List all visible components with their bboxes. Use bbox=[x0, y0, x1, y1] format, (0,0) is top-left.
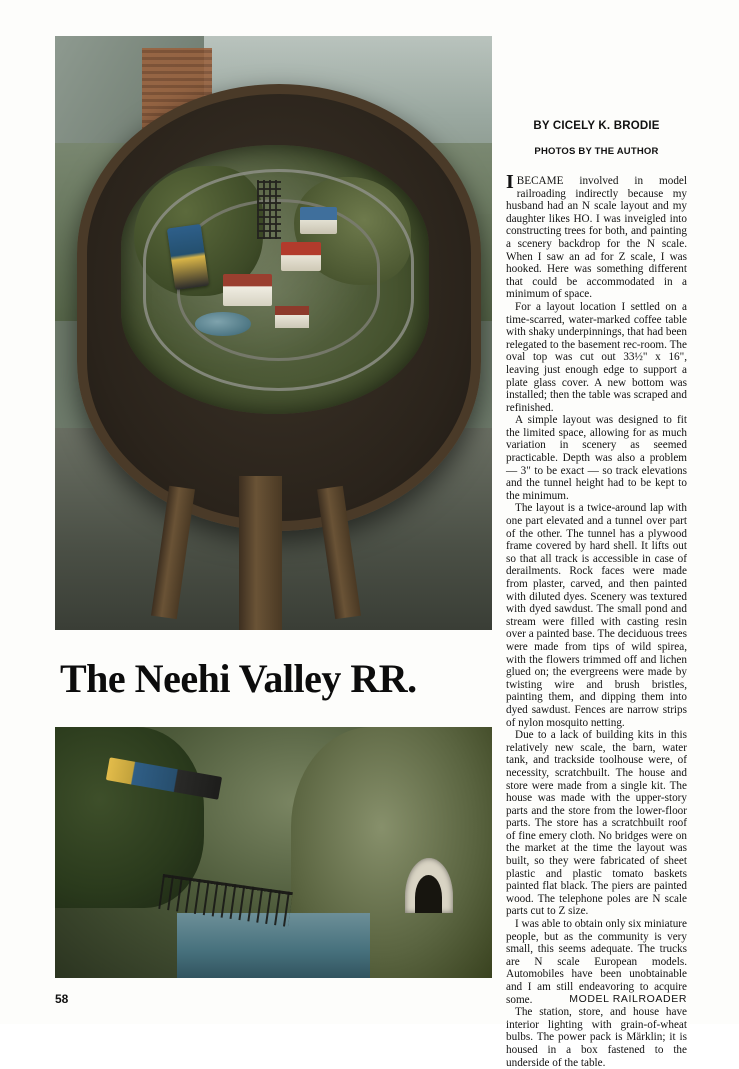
model-toolhouse bbox=[275, 306, 309, 328]
drop-cap: I bbox=[506, 171, 514, 193]
paragraph-7: The station, store, and house have interior lighting with grain-of-wheat bulbs. The power pack is Märklin; it is housed in a box fastened to the underside of the table. bbox=[506, 1006, 687, 1069]
article-headline: The Neehi Valley RR. bbox=[60, 656, 417, 701]
byline: BY CICELY K. BRODIE bbox=[533, 120, 660, 132]
article-body bbox=[506, 171, 687, 1069]
trestle-tower bbox=[257, 180, 282, 239]
model-building-blue bbox=[300, 207, 337, 234]
page-number: 58 bbox=[55, 992, 69, 1006]
paragraph-4: The layout is a twice-around lap with one part elevated and a tunnel over part of the other. The tunnel has a plywood frame covered by hard shell. It lifts out so that all track is accessible in case of derailments. Rock faces were made from plaster, carved, and then painted with diluted dyes. Scenery was textured with dyed sawdust. The small pond and stream were filled with casting resin over a painted base. The deciduous trees were made from tips of wild spirea, with the flowers trimmed off and lichen glued on; the evergreens were made by twisting wire and brush bristles, painting them, and dipping them into dyed sawdust. Fences are narrow strips of nylon mosquito netting. bbox=[506, 502, 687, 729]
paragraph-2: For a layout location I settled on a time-scarred, water-marked coffee table with shaky underpinnings, that had been relegated to the basement rec-room. The oval top was cut out 33½" x 16", leaving just enough edge to support a plate glass cover. A new bottom was installed; then the table was scraped and refinished. bbox=[506, 300, 687, 414]
paragraph-5: Due to a lack of building kits in this relatively new scale, the barn, water tank, and trackside toolhouse were, of necessity, scratchbuilt. The house and store were made from a single kit. The house was made with the upper-story parts and the store from the lower-floor parts. The store has a scratchbuilt roof of fine emery cloth. No bridges were on the market at the time the layout was built, so they were fabricated of sheet plastic and plastic tomato baskets painted flat black. The piers are painted wood. The telephone poles are N scale parts cut to Z size. bbox=[506, 729, 687, 918]
article-text-column bbox=[506, 120, 687, 1069]
coffee-table-top bbox=[77, 84, 482, 532]
paragraph-1 bbox=[506, 171, 687, 301]
paragraph-1-text: BECAME involved in model railroading indirectly because my husband had an N scale layout and my daughter likes HO. I was inveigled into constructing trees for both, and painting a scenery backdrop for the N scale. When I saw an ad for Z scale, I was hooked. Here was something different that could be accommodated in a minimum of space. bbox=[506, 175, 687, 301]
model-building-red bbox=[281, 242, 321, 272]
glass-covered-layout bbox=[121, 145, 429, 414]
photo-credit: PHOTOS BY THE AUTHOR bbox=[534, 146, 659, 157]
paragraph-3: A simple layout was designed to fit the limited space, allowing for as much variation in scenery as seemed practicable. Depth was also a problem — 3" to be exact — so track elevations and the tunnel height had to be kept to the minimum. bbox=[506, 414, 687, 502]
scenery-pond bbox=[195, 312, 250, 336]
running-head: MODEL RAILROADER bbox=[569, 993, 687, 1005]
photo-tunnel-and-bridge bbox=[55, 727, 492, 978]
table-pedestal bbox=[239, 476, 283, 630]
photo-layout-overview bbox=[55, 36, 492, 630]
model-house-white bbox=[223, 274, 272, 306]
paragraph-6: I was able to obtain only six miniature people, but as the community is very small, this seems adequate. The trucks are N scale European models. Automobiles have been unobtainable and I am still endeavoring to acquire some. bbox=[506, 918, 687, 1006]
